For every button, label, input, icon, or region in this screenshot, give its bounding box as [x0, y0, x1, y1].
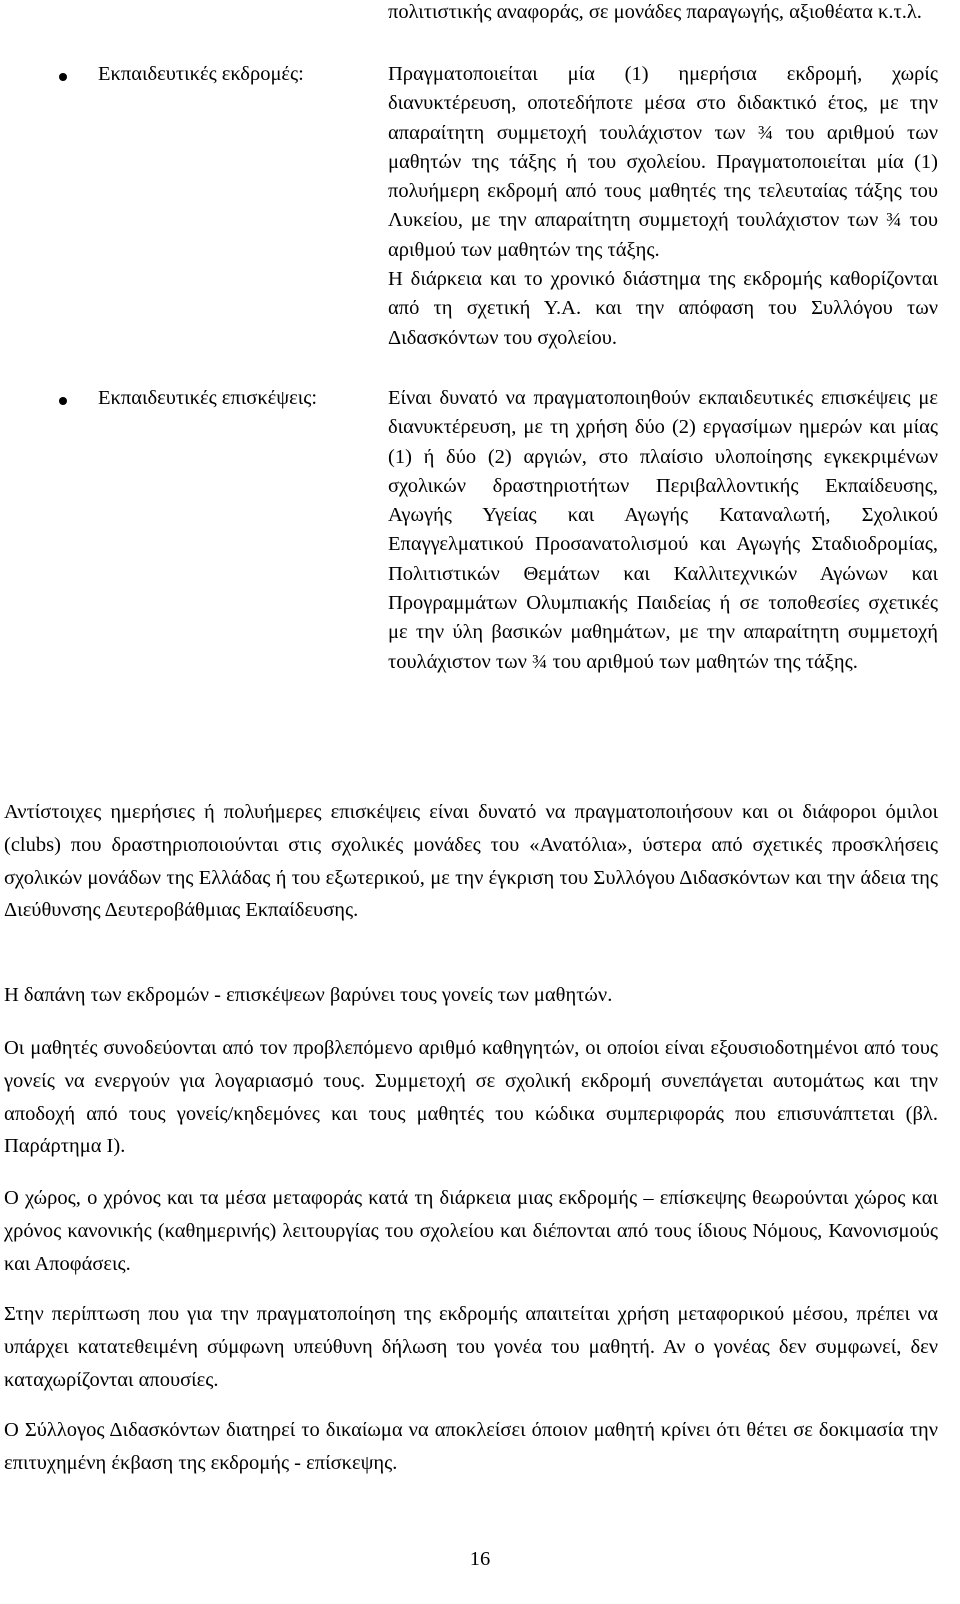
body-paragraph: Ο χώρος, ο χρόνος και τα μέσα μεταφοράς κατά τη διάρκεια μιας εκδρομής – επίσκεψης θεωρούνται χώρος και χρόνος κανονικής (καθημερινής) λειτουργίας του σχολείου και διέπονται από τους ίδιους Νόμους, Κανονισμούς και Αποφάσεις.: [4, 1187, 938, 1275]
bullet-description: [388, 60, 938, 353]
body-paragraph: Οι μαθητές συνοδεύονται από τον προβλεπόμενο αριθμό καθηγητών, οι οποίοι είναι εξουσιοδοτημένοι από τους γονείς να ενεργούν για λογαριασμό τους. Συμμετοχή σε σχολική εκδρομή συνεπάγεται αυτομάτως και την αποδοχή από τους γονείς/κηδεμόνες και τους μαθητές του κώδικα συμπεριφοράς που επισυνάπτεται (βλ. Παράρτημα Ι).: [4, 1037, 938, 1158]
bullet-term: Εκπαιδευτικές επισκέψεις:: [98, 387, 318, 409]
bullet-paragraph: Η διάρκεια και το χρονικό διάστημα της εκδρομής καθορίζονται από τη σχετική Υ.Α. και την απόφαση του Συλλόγου των Διδασκόντων του σχολείου.: [388, 268, 938, 349]
body-paragraph: Ο Σύλλογος Διδασκόντων διατηρεί το δικαίωμα να αποκλείσει όποιον μαθητή κρίνει ότι θέτει σε δοκιμασία την επιτυχημένη έκβαση της εκδρομής - επίσκεψης.: [4, 1419, 938, 1474]
page-number: 16: [469, 1548, 491, 1570]
bullet-icon: [59, 397, 67, 405]
bullet-term: Εκπαιδευτικές εκδρομές:: [98, 63, 304, 85]
body-paragraph: Αντίστοιχες ημερήσιες ή πολυήμερες επισκέψεις είναι δυνατό να πραγματοποιήσουν και οι διάφοροι όμιλοι (clubs) που δραστηριοποιούνται στις σχολικές μονάδες του «Ανατόλια», ύστερα από σχετικές προσκλήσεις σχολικών μονάδων της Ελλάδας ή του εξωτερικού, με την έγκριση του Συλλόγου Διδασκόντων και την άδεια της Διεύθυνσης Δευτεροβάθμιας Εκπαίδευσης.: [4, 801, 938, 922]
bullet-paragraph: Πραγματοποιείται μία (1) ημερήσια εκδρομή, χωρίς διανυκτέρευση, οποτεδήποτε μέσα στο διδακτικό έτος, με την απαραίτητη συμμετοχή τουλάχιστον των ¾ του αριθμού των μαθητών της τάξης ή του σχολείου. Πραγματοποιείται μία (1) πολυήμερη εκδρομή από τους μαθητές της τελευταίας τάξης του Λυκείου, με την απαραίτητη συμμετοχή τουλάχιστον των ¾ του αριθμού των μαθητών της τάξης.: [388, 63, 938, 261]
continuation-text: πολιτιστικής αναφοράς, σε μονάδες παραγωγής, αξιοθέατα κ.τ.λ.: [388, 1, 922, 23]
bullet-description: [388, 384, 938, 677]
bullet-icon: [59, 73, 67, 81]
bullet-paragraph: Είναι δυνατό να πραγματοποιηθούν εκπαιδευτικές επισκέψεις με διανυκτέρευση, με τη χρήση δύο (2) εργασίμων ημερών και μίας (1) ή δύο (2) αργιών, στο πλαίσιο υλοποίησης εγκεκριμένων σχολικών δραστηριοτήτων Περιβαλλοντικής Εκπαίδευσης, Αγωγής Υγείας και Αγωγής Καταναλωτή, Σχολικού Επαγγελματικού Προσανατολισμού και Αγωγής Σταδιοδρομίας, Πολιτιστικών Θεμάτων και Καλλιτεχνικών Αγώνων και Προγραμμάτων Ολυμπιακής Παιδείας ή σε τοποθεσίες σχετικές με την ύλη βασικών μαθημάτων, με την απαραίτητη συμμετοχή τουλάχιστον των ¾ του αριθμού των μαθητών της τάξης.: [388, 387, 938, 673]
body-paragraph: Στην περίπτωση που για την πραγματοποίηση της εκδρομής απαιτείται χρήση μεταφορικού μέσου, πρέπει να υπάρχει κατατεθειμένη σύμφωνη υπεύθυνη δήλωση του γονέα του μαθητή. Αν ο γονέας δεν συμφωνεί, δεν καταχωρίζονται απουσίες.: [4, 1303, 938, 1391]
body-paragraph: Η δαπάνη των εκδρομών - επισκέψεων βαρύνει τους γονείς των μαθητών.: [4, 984, 613, 1006]
